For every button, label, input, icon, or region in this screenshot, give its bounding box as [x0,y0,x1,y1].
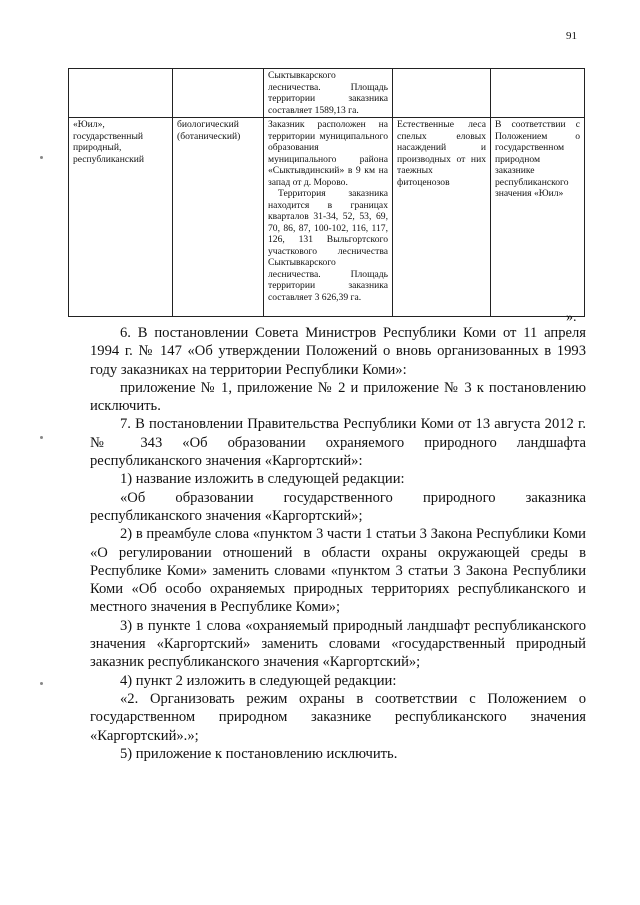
closing-quote: ». [566,310,577,325]
table-cell-location [264,118,393,317]
reserves-table [68,68,585,317]
paragraph-subitem-3: 3) в пункте 1 слова «охраняемый природный ландшафт республиканского значения «Каргортский» заменить словами «государственный природный заказник республиканского значения «Каргортский»; [90,617,586,671]
page-number: 91 [566,30,577,42]
table-cell-location: Сыктывкарского лесничества. Площадь территории заказника составляет 1589,13 га. [264,69,393,118]
table-cell-objects [393,69,491,118]
table-cell-profile: биологический (ботанический) [173,118,264,317]
scan-mark [40,682,43,685]
table-cell-regime [491,69,585,118]
table-cell-name: «Юил», государственный природный, республиканский [69,118,173,317]
paragraph-subitem-2: 2) в преамбуле слова «пунктом 3 части 1 статьи 3 Закона Республики Коми «О регулировании отношений в области охраны окружающей среды в Республике Коми» заменить словами «пунктом 3 статьи 3 Закона Республики Коми «Об особо охраняемых природных территориях республиканского и местного значения в Республике Коми»; [90,526,586,616]
paragraph-subitem-1: 1) название изложить в следующей редакции: [120,471,405,488]
paragraph-item-6-text: приложение № 1, приложение № 2 и приложение № 3 к постановлению исключить. [90,379,586,415]
scan-mark [40,156,43,159]
paragraph-subitem-5: 5) приложение к постановлению исключить. [120,745,398,762]
table-cell-objects: Естественные леса спелых еловых насаждений и производных от них таежных фитоценозов [393,118,491,317]
paragraph-subitem-4-text: «2. Организовать режим охраны в соответствии с Положением о государственном природном заказнике республиканского значения «Каргортский».»; [90,690,586,744]
paragraph-item-7: 7. В постановлении Правительства Республики Коми от 13 августа 2012 г. № 343 «Об образовании охраняемого природного ландшафта республиканского значения «Каргортский»: [90,416,586,470]
location-paragraph-1: Заказник расположен на территории муниципального образования муниципального района «Сыктывдинский» в 9 км на запад от д. Морово. [268,119,388,188]
paragraph-item-6: 6. В постановлении Совета Министров Республики Коми от 11 апреля 1994 г. № 147 «Об утверждении Положений о вновь организованных в 1993 году заказниках на территории Республики Коми»: [90,325,586,378]
table-cell-name [69,69,173,118]
table-cell-profile [173,69,264,118]
scan-mark [40,436,43,439]
document-body [90,324,586,763]
table-row [69,118,585,317]
table-row [69,69,585,118]
paragraph-subitem-4: 4) пункт 2 изложить в следующей редакции: [120,672,397,689]
location-paragraph-2: Территория заказника находится в границах кварталов 31-34, 52, 53, 69, 70, 86, 87, 100-102, 116, 117, 126, 131 Выльгортского участкового лесничества Сыктывкарского лесничества. Площадь территории заказника составляет 3 626,39 га. [268,188,388,303]
paragraph-subitem-1-text: «Об образовании государственного природного заказника республиканского значения «Каргортский»; [90,489,586,524]
table-cell-regime: В соответствии с Положением о государственном природном заказнике республиканского значения «Юил» [491,118,585,317]
